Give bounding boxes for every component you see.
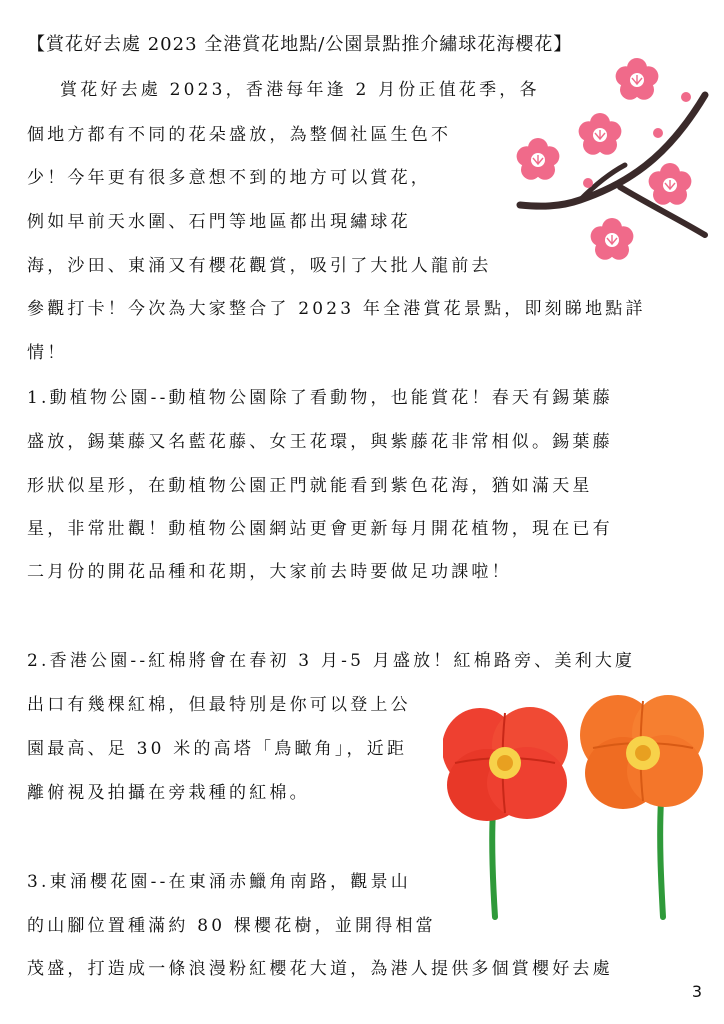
section2-line: 出口有幾棵紅棉，但最特別是你可以登上公: [27, 695, 411, 715]
poppy-flowers-illustration: [443, 685, 708, 925]
intro-line: 情！: [27, 343, 68, 363]
section2-line: 2.香港公園--紅棉將會在春初 3 月-5 月盛放！紅棉路旁、美利大廈: [27, 651, 636, 671]
section2-line: 離俯視及拍攝在旁栽種的紅棉。: [27, 783, 310, 803]
page-title: 【賞花好去處 2023 全港賞花地點/公園景點推介繡球花海櫻花】: [27, 34, 573, 55]
section1-line: 形狀似星形，在動植物公園正門就能看到紫色花海，猶如滿天星: [27, 476, 593, 496]
section3-line: 茂盛，打造成一條浪漫粉紅櫻花大道，為港人提供多個賞櫻好去處: [27, 959, 613, 979]
section3-line: 的山腳位置種滿約 80 棵櫻花樹，並開得相當: [27, 916, 436, 936]
plum-blossom-illustration: [500, 55, 710, 270]
intro-line: 例如早前天水圍、石門等地區都出現繡球花: [27, 212, 411, 232]
intro-line: 個地方都有不同的花朵盛放，為整個社區生色不: [27, 125, 452, 145]
section1-line: 1.動植物公園--動植物公園除了看動物，也能賞花！春天有錫葉藤: [27, 388, 613, 408]
intro-line: 賞花好去處 2023，香港每年逢 2 月份正值花季，各: [60, 80, 540, 100]
section1-line: 星，非常壯觀！動植物公園網站更會更新每月開花植物，現在已有: [27, 519, 613, 539]
intro-line: 海，沙田、東涌又有櫻花觀賞，吸引了大批人龍前去: [27, 256, 492, 276]
section1-line: 二月份的開花品種和花期，大家前去時要做足功課啦！: [27, 562, 512, 582]
section3-line: 3.東涌櫻花園--在東涌赤鱲角南路，觀景山: [27, 872, 411, 892]
page-number: 3: [691, 982, 702, 1001]
intro-line: 少！今年更有很多意想不到的地方可以賞花，: [27, 168, 431, 188]
intro-line: 參觀打卡！今次為大家整合了 2023 年全港賞花景點，即刻睇地點詳: [27, 299, 646, 319]
section2-line: 園最高、足 30 米的高塔「鳥瞰角」，近距: [27, 739, 408, 759]
section1-line: 盛放，錫葉藤又名藍花藤、女王花環，與紫藤花非常相似。錫葉藤: [27, 432, 613, 452]
